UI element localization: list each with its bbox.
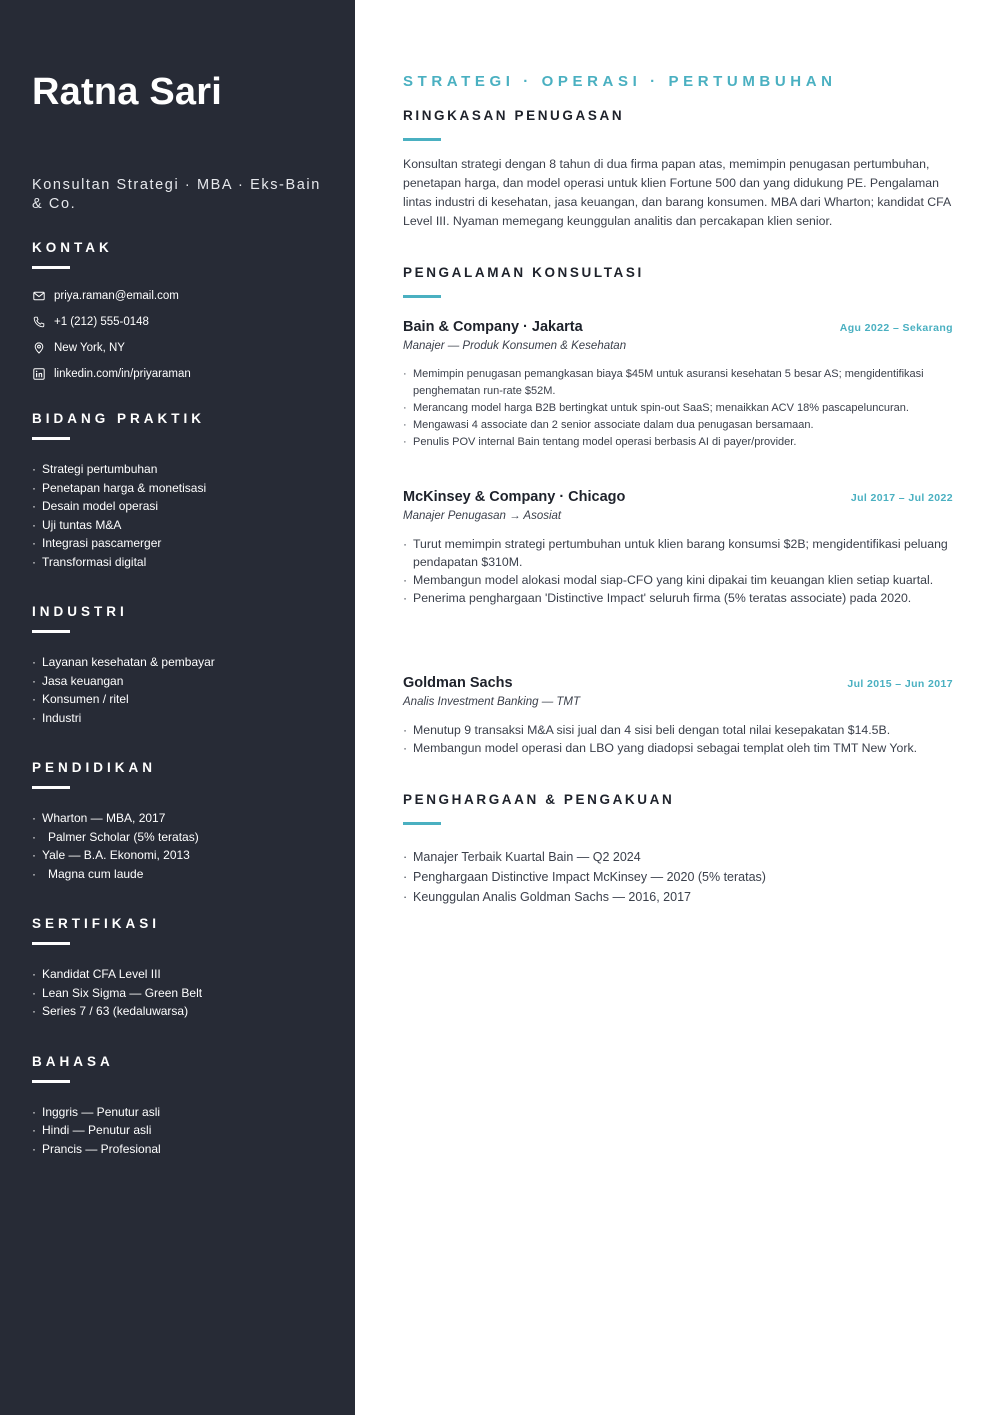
job-title: McKinsey & Company · Chicago [403, 489, 626, 505]
list-item: · Memimpin penugasan pemangkasan biaya $45M untuk asuransi kesehatan 5 besar AS; mengidentifikasi penghematan run-rate $52M. [403, 366, 953, 400]
section-divider [32, 437, 70, 440]
list-item: · Kandidat CFA Level III [32, 965, 323, 984]
section-divider [32, 942, 70, 945]
job-entry [403, 675, 953, 757]
industries-heading: INDUSTRI [32, 604, 128, 619]
list-item: · Menutup 9 transaksi M&A sisi jual dan 4 sisi beli dengan total nilai kesepakatan $14.5B. [403, 721, 953, 739]
linkedin-icon [32, 368, 45, 381]
job-bullets [403, 366, 953, 451]
list-item: · Jasa keuangan [32, 672, 323, 691]
experience-section [403, 265, 953, 757]
list-item: · Lean Six Sigma — Green Belt [32, 984, 323, 1003]
list-item: · Desain model operasi [32, 497, 323, 516]
phone-icon [32, 316, 45, 329]
list-item: · Penghargaan Distinctive Impact McKinsey — 2020 (5% teratas) [403, 867, 953, 887]
summary-heading: RINGKASAN PENUGASAN [403, 108, 625, 123]
list-item: · Palmer Scholar (5% teratas) [32, 828, 323, 847]
list-item: · Yale — B.A. Ekonomi, 2013 [32, 846, 323, 865]
industries-list [32, 653, 323, 727]
list-item: · Merancang model harga B2B bertingkat untuk spin-out SaaS; menaikkan ACV 18% pascapeluncuran. [403, 400, 953, 417]
practice-section [32, 411, 323, 571]
job-bullets [403, 721, 953, 757]
summary-section [403, 108, 953, 231]
candidate-name: Ratna Sari [32, 71, 222, 113]
list-item: · Penerima penghargaan 'Distinctive Impact' seluruh firma (5% teratas associate) pada 2020. [403, 589, 953, 607]
job-entry [403, 319, 953, 451]
job-date: Jul 2017 – Jul 2022 [850, 492, 953, 504]
job-header [403, 489, 953, 505]
section-divider [32, 266, 70, 269]
education-list [32, 809, 323, 883]
education-section [32, 760, 323, 883]
contact-heading: KONTAK [32, 240, 113, 255]
job-header [403, 319, 953, 335]
email-text: priya.raman@email.com [54, 290, 179, 302]
contact-linkedin[interactable] [32, 361, 323, 387]
section-divider [403, 138, 441, 141]
job-header [403, 675, 953, 691]
list-item: · Hindi — Penutur asli [32, 1121, 323, 1140]
list-item: · Keunggulan Analis Goldman Sachs — 2016, 2017 [403, 887, 953, 907]
sidebar [0, 0, 355, 1415]
list-item: · Layanan kesehatan & pembayar [32, 653, 323, 672]
job-title: Bain & Company · Jakarta [403, 319, 583, 335]
certifications-list [32, 965, 323, 1021]
section-divider [32, 1080, 70, 1083]
mail-icon [32, 290, 45, 303]
list-item: · Manajer Terbaik Kuartal Bain — Q2 2024 [403, 847, 953, 867]
industries-section [32, 604, 323, 727]
list-item: · Wharton — MBA, 2017 [32, 809, 323, 828]
contact-email[interactable] [32, 283, 323, 309]
awards-list [403, 847, 953, 907]
location-text: New York, NY [54, 342, 125, 354]
languages-heading: BAHASA [32, 1053, 114, 1069]
languages-list [32, 1103, 323, 1159]
list-item: · Penulis POV internal Bain tentang model operasi berbasis AI di payer/provider. [403, 434, 953, 451]
job-date: Jul 2015 – Jun 2017 [847, 678, 953, 690]
main-content [403, 73, 953, 907]
list-item: · Inggris — Penutur asli [32, 1103, 323, 1122]
job-role: Manajer — Produk Konsumen & Kesehatan [403, 340, 627, 352]
education-heading: PENDIDIKAN [32, 760, 157, 775]
list-item: · Penetapan harga & monetisasi [32, 479, 323, 498]
list-item: · Uji tuntas M&A [32, 516, 323, 535]
list-item: · Membangun model alokasi modal siap-CFO yang kini dipakai tim keuangan klien setiap kuartal. [403, 571, 953, 589]
certifications-section [32, 916, 323, 1021]
job-bullets [403, 535, 953, 607]
practice-list [32, 460, 323, 571]
section-divider [403, 822, 441, 825]
list-item: · Prancis — Profesional [32, 1140, 323, 1159]
section-divider [403, 295, 441, 298]
job-entry [403, 489, 953, 607]
list-item: · Series 7 / 63 (kedaluwarsa) [32, 1002, 323, 1021]
contact-section [32, 240, 323, 387]
linkedin-text: linkedin.com/in/priyaraman [54, 368, 191, 380]
awards-heading: PENGHARGAAN & PENGAKUAN [403, 792, 675, 807]
contact-location [32, 335, 323, 361]
job-role: Manajer Penugasan → Asosiat [403, 510, 562, 522]
list-item: · Transformasi digital [32, 553, 323, 572]
tagline: Konsultan Strategi · MBA · Eks-Bain & Co. [32, 177, 321, 212]
certifications-heading: SERTIFIKASI [32, 916, 161, 931]
list-item: · Membangun model operasi dan LBO yang diadopsi sebagai templat oleh tim TMT New York. [403, 739, 953, 757]
list-item: · Integrasi pascamerger [32, 534, 323, 553]
job-title: Goldman Sachs [403, 675, 513, 691]
list-item: · Turut memimpin strategi pertumbuhan untuk klien barang konsumsi $2B; mengidentifikasi peluang pendapatan $310M. [403, 535, 953, 571]
contact-phone[interactable] [32, 309, 323, 335]
list-item: · Industri [32, 709, 323, 728]
experience-heading: PENGALAMAN KONSULTASI [403, 265, 644, 280]
section-divider [32, 786, 70, 789]
location-pin-icon [32, 342, 45, 355]
list-item: · Konsumen / ritel [32, 690, 323, 709]
phone-text: +1 (212) 555-0148 [54, 316, 149, 328]
kicker-headline: STRATEGI · OPERASI · PERTUMBUHAN [403, 73, 837, 90]
awards-section [403, 792, 953, 907]
job-role: Analis Investment Banking — TMT [403, 696, 581, 708]
list-item: · Strategi pertumbuhan [32, 460, 323, 479]
job-date: Agu 2022 – Sekarang [839, 322, 953, 334]
languages-section [32, 1054, 323, 1159]
practice-heading: BIDANG PRAKTIK [32, 411, 205, 426]
summary-text: Konsultan strategi dengan 8 tahun di dua firma papan atas, memimpin penugasan pertumbuhan, penetapan harga, dan model operasi untuk klien Fortune 500 dan yang didukung PE. Pengalaman lintas industri di kesehatan, jasa keuangan, dan barang konsumen. MBA dari Wharton; kandidat CFA Level III. Nyaman memegang keunggulan analitis dan percakapan klien senior. [403, 157, 951, 228]
list-item: · Magna cum laude [32, 865, 323, 884]
section-divider [32, 630, 70, 633]
list-item: · Mengawasi 4 associate dan 2 senior associate dalam dua penugasan bersamaan. [403, 417, 953, 434]
